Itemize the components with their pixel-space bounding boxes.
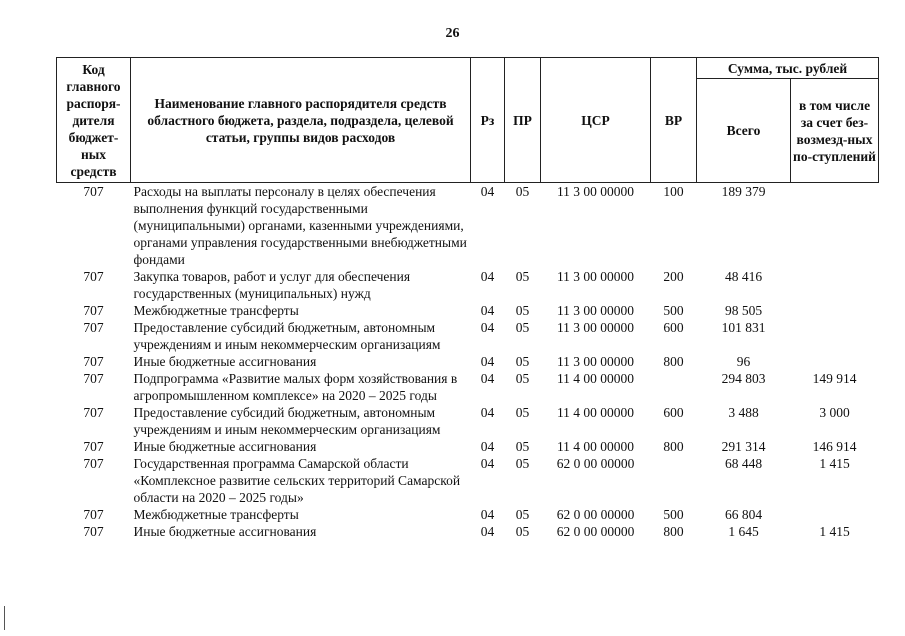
cell-vr: 500: [663, 507, 684, 522]
cell-total: 48 416: [724, 269, 763, 284]
cell-name: Предоставление субсидий бюджетным, автономным учреждениям и иным некоммерческим организациям: [133, 405, 441, 437]
page-number: 26: [445, 26, 460, 41]
cell-free: [791, 506, 879, 523]
cell-free: 146 914: [812, 439, 857, 454]
cell-rz: 04: [480, 405, 495, 420]
cell-rz: 04: [480, 439, 495, 454]
header-total: Всего: [697, 79, 791, 183]
cell-name: Предоставление субсидий бюджетным, автономным учреждениям и иным некоммерческим организациям: [133, 320, 441, 352]
table-row: [57, 302, 879, 319]
cell-vr: 800: [663, 439, 684, 454]
cell-vr: 600: [663, 405, 684, 420]
table-row: [57, 506, 879, 523]
cell-total: 189 379: [721, 184, 766, 199]
table-row: [57, 353, 879, 370]
cell-free: [791, 302, 879, 319]
cell-pr: 05: [515, 320, 530, 335]
cell-rz: 04: [480, 507, 495, 522]
cell-csr: 62 0 00 00000: [556, 524, 635, 539]
table-row: [57, 523, 879, 540]
cell-csr: 11 3 00 00000: [556, 320, 635, 335]
cell-total: 68 448: [724, 456, 763, 471]
cell-pr: 05: [515, 524, 530, 539]
cell-csr: 11 4 00 00000: [556, 371, 635, 386]
header-sum-group: Сумма, тыс. рублей: [697, 58, 879, 79]
cell-name: Иные бюджетные ассигнования: [133, 354, 317, 369]
table-header: [57, 58, 879, 183]
cell-code: 707: [83, 354, 104, 369]
cell-rz: 04: [480, 456, 495, 471]
scan-edge-mark: [4, 606, 5, 630]
cell-csr: 11 4 00 00000: [556, 439, 635, 454]
cell-total: 3 488: [728, 405, 759, 420]
header-rz: Рз: [471, 58, 505, 183]
cell-name: Иные бюджетные ассигнования: [133, 524, 317, 539]
cell-total: 291 314: [721, 439, 766, 454]
table-row: [57, 183, 879, 269]
cell-free: [791, 319, 879, 353]
cell-pr: 05: [515, 184, 530, 199]
cell-free: [791, 268, 879, 302]
cell-code: 707: [83, 184, 104, 199]
table-body: [57, 183, 879, 541]
cell-vr: 100: [663, 184, 684, 199]
cell-total: 294 803: [721, 371, 766, 386]
cell-vr: 600: [663, 320, 684, 335]
cell-code: 707: [83, 269, 104, 284]
cell-free: 1 415: [819, 456, 850, 471]
cell-vr: [651, 455, 697, 506]
cell-total: 96: [736, 354, 751, 369]
header-vr: ВР: [651, 58, 697, 183]
cell-pr: 05: [515, 456, 530, 471]
cell-name: Подпрограмма «Развитие малых форм хозяйствования в агропромышленном комплексе» на 2020 – 2025 годы: [133, 371, 458, 403]
cell-csr: 11 3 00 00000: [556, 269, 635, 284]
cell-pr: 05: [515, 354, 530, 369]
cell-total: 98 505: [724, 303, 763, 318]
header-free: в том числе за счет без-возмезд-ных по-ступлений: [791, 79, 879, 183]
cell-total: 101 831: [721, 320, 766, 335]
cell-code: 707: [83, 320, 104, 335]
cell-code: 707: [83, 524, 104, 539]
cell-pr: 05: [515, 303, 530, 318]
table-row: [57, 455, 879, 506]
cell-vr: 800: [663, 524, 684, 539]
cell-pr: 05: [515, 269, 530, 284]
cell-vr: 800: [663, 354, 684, 369]
header-name: Наименование главного распорядителя средств областного бюджета, раздела, подраздела, целевой статьи, группы видов расходов: [131, 58, 471, 183]
cell-vr: [651, 370, 697, 404]
cell-pr: 05: [515, 507, 530, 522]
cell-name: Иные бюджетные ассигнования: [133, 439, 317, 454]
cell-code: 707: [83, 507, 104, 522]
table-row: [57, 319, 879, 353]
table-row: [57, 404, 879, 438]
cell-csr: 62 0 00 00000: [556, 507, 635, 522]
cell-vr: 500: [663, 303, 684, 318]
cell-code: 707: [83, 456, 104, 471]
header-csr: ЦСР: [541, 58, 651, 183]
table-row: [57, 268, 879, 302]
cell-csr: 11 4 00 00000: [556, 405, 635, 420]
cell-pr: 05: [515, 439, 530, 454]
cell-code: 707: [83, 371, 104, 386]
cell-csr: 62 0 00 00000: [556, 456, 635, 471]
cell-csr: 11 3 00 00000: [556, 354, 635, 369]
cell-rz: 04: [480, 524, 495, 539]
cell-pr: 05: [515, 405, 530, 420]
cell-total: 1 645: [728, 524, 759, 539]
cell-free: 149 914: [812, 371, 857, 386]
cell-total: 66 804: [724, 507, 763, 522]
cell-free: [791, 183, 879, 269]
cell-free: 3 000: [819, 405, 850, 420]
cell-code: 707: [83, 439, 104, 454]
cell-code: 707: [83, 405, 104, 420]
cell-name: Государственная программа Самарской области «Комплексное развитие сельских территорий Самарской области на 2020 – 2025 годы»: [133, 456, 461, 505]
cell-rz: 04: [480, 184, 495, 199]
cell-name: Расходы на выплаты персоналу в целях обеспечения выполнения функций государственными (муниципальными) органами, казенными учреждениями, органами управления государственными внебюджетными фондами: [133, 184, 467, 267]
cell-rz: 04: [480, 371, 495, 386]
cell-csr: 11 3 00 00000: [556, 184, 635, 199]
cell-rz: 04: [480, 269, 495, 284]
budget-table: [56, 57, 879, 540]
cell-pr: 05: [515, 371, 530, 386]
header-pr: ПР: [505, 58, 541, 183]
cell-rz: 04: [480, 354, 495, 369]
cell-csr: 11 3 00 00000: [556, 303, 635, 318]
cell-name: Межбюджетные трансферты: [133, 507, 299, 522]
cell-code: 707: [83, 303, 104, 318]
cell-vr: 200: [663, 269, 684, 284]
cell-name: Закупка товаров, работ и услуг для обеспечения государственных (муниципальных) нужд: [133, 269, 411, 301]
cell-rz: 04: [480, 303, 495, 318]
cell-free: [791, 353, 879, 370]
cell-rz: 04: [480, 320, 495, 335]
cell-name: Межбюджетные трансферты: [133, 303, 299, 318]
table-row: [57, 370, 879, 404]
table-row: [57, 438, 879, 455]
header-code: Код главного распоря-дителя бюджет-ных средств: [57, 58, 131, 183]
cell-free: 1 415: [819, 524, 850, 539]
